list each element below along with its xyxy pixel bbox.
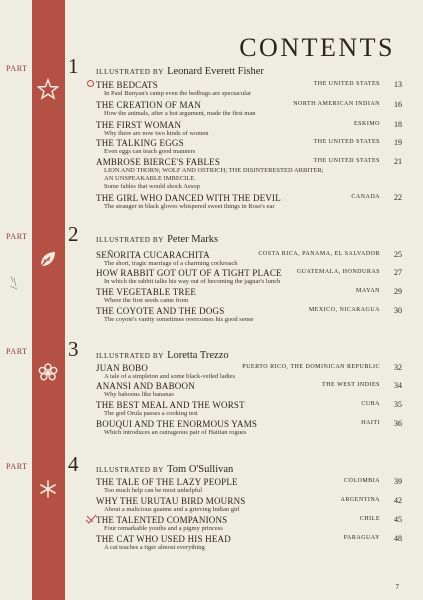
story-description: The god Orula passes a cooking test: [104, 410, 198, 417]
story-page: 13: [394, 80, 402, 89]
story-title: THE CREATION OF MAN: [96, 100, 202, 110]
story-page: 16: [394, 100, 402, 109]
part-3-illustrator: [96, 350, 229, 361]
story-title: THE COYOTE AND THE DOGS: [96, 306, 225, 316]
page-title: CONTENTS: [239, 33, 395, 62]
story-region: GUATEMALA, HONDURAS: [296, 269, 380, 275]
story-region: ESKIMO: [353, 121, 380, 127]
story-title: HOW RABBIT GOT OUT OF A TIGHT PLACE: [96, 268, 282, 278]
story-title: THE TALE OF THE LAZY PEOPLE: [96, 477, 238, 487]
part-1-number: 1: [68, 54, 79, 78]
illustrated-by-label: ILLUSTRATED BY: [96, 466, 165, 474]
story-description: Why there are now two kinds of women: [104, 130, 209, 137]
part-2-illustrator: [96, 234, 218, 245]
part-4-number: 4: [68, 452, 79, 476]
part-3-number: 3: [68, 337, 79, 361]
story-page: 32: [394, 363, 402, 372]
story-title: WHY THE URUTAU BIRD MOURNS: [96, 496, 246, 506]
story-description: The coyote's vanity sometimes overcomes his good sense: [104, 316, 254, 323]
story-page: 45: [394, 515, 402, 524]
story-page: 27: [394, 268, 402, 277]
story-title: THE GIRL WHO DANCED WITH THE DEVIL: [96, 193, 281, 203]
story-region: PARAGUAY: [343, 535, 380, 541]
story-region: THE UNITED STATES: [313, 81, 380, 87]
story-region: CUBA: [361, 401, 380, 407]
story-page: 22: [394, 193, 402, 202]
story-description: LION AND THORN; WOLF AND OSTRICH; THE DISINTERESTED ARBITER; AN UNSPEAKABLE IMBECILE. Some fables that would shock Aesop: [104, 167, 324, 190]
part-1-illustrator: [96, 66, 264, 77]
story-region: HAITI: [361, 420, 380, 426]
story-page: 30: [394, 306, 402, 315]
story-title: JUAN BOBO: [96, 363, 149, 373]
story-page: 35: [394, 400, 402, 409]
illustrated-by-label: ILLUSTRATED BY: [96, 236, 165, 244]
story-region: NORTH AMERICAN INDIAN: [293, 101, 380, 107]
story-title: THE VEGETABLE TREE: [96, 287, 197, 297]
story-title: THE FIRST WOMAN: [96, 120, 182, 130]
story-title: BOUQUI AND THE ENORMOUS YAMS: [96, 419, 258, 429]
illustrator-name: Loretta Trezzo: [167, 350, 229, 361]
story-description: Why baboons like bananas: [104, 391, 174, 398]
story-page: 34: [394, 381, 402, 390]
story-region: COLOMBIA: [343, 478, 380, 484]
story-page: 39: [394, 477, 402, 486]
star-icon: [37, 78, 59, 100]
story-description: In Paul Bunyan's camp even the bedbugs are spectacular: [104, 90, 252, 97]
story-description: How the animals, after a hot argument, made the first man: [104, 110, 256, 117]
flower-icon: [37, 362, 59, 384]
story-title: AMBROSE BIERCE'S FABLES: [96, 157, 221, 167]
story-description: Which introduces an outrageous pair of Haitian rogues: [104, 429, 247, 436]
pencil-scribble-icon: [8, 274, 22, 292]
story-region: CANADA: [351, 194, 380, 200]
illustrator-name: Peter Marks: [167, 234, 219, 245]
story-title: THE CAT WHO USED HIS HEAD: [96, 534, 231, 544]
story-title: THE BEDCATS: [96, 80, 158, 90]
story-region: PUERTO RICO, THE DOMINICAN REPUBLIC: [242, 364, 380, 370]
illustrated-by-label: ILLUSTRATED BY: [96, 352, 165, 360]
sparkle-icon: [37, 478, 59, 500]
story-description: The short, tragic marriage of a charming cockroach: [104, 260, 238, 267]
part-4-illustrator: [96, 464, 233, 475]
story-description: About a malicious guanne and a grieving Indian girl: [104, 506, 240, 513]
story-region: THE UNITED STATES: [313, 158, 380, 164]
story-description: Even eggs can teach good manners: [104, 148, 196, 155]
story-description: A tale of a simpleton and some black-veiled ladies: [104, 373, 236, 380]
illustrator-name: Leonard Everett Fisher: [167, 66, 264, 77]
circle-mark-icon: [87, 80, 94, 87]
story-title: THE TALENTED COMPANIONS: [96, 515, 228, 525]
story-page: 42: [394, 496, 402, 505]
illustrator-name: Tom O'Sullivan: [167, 464, 234, 475]
story-page: 25: [394, 250, 402, 259]
story-region: MEXICO, NICARAGUA: [308, 307, 380, 313]
story-region: ARGENTINA: [340, 497, 380, 503]
story-region: THE UNITED STATES: [313, 139, 380, 145]
story-description: In which the rabbit talks his way out of becoming the jaguar's lunch: [104, 278, 281, 285]
story-description: Where the first seeds came from: [104, 297, 189, 304]
story-description: A cat teaches a tiger almost everything: [104, 544, 205, 551]
story-description: The stranger in black gloves whispered sweet things in Rose's ear: [104, 203, 275, 210]
leaf-icon: [37, 248, 59, 270]
story-region: MAYAN: [356, 288, 380, 294]
story-title: THE TALKING EGGS: [96, 138, 184, 148]
story-description: Four remarkable youths and a pigmy princess: [104, 525, 223, 532]
story-page: 18: [394, 120, 402, 129]
story-page: 29: [394, 287, 402, 296]
story-page: 36: [394, 419, 402, 428]
story-region: CHILE: [359, 516, 380, 522]
story-region: THE WEST INDIES: [322, 382, 380, 388]
story-page: 48: [394, 534, 402, 543]
story-page: 19: [394, 138, 402, 147]
part-2-number: 2: [68, 222, 79, 246]
page-number: 7: [395, 583, 399, 591]
story-title: ANANSI AND BABOON: [96, 381, 195, 391]
story-page: 21: [394, 157, 402, 166]
illustrated-by-label: ILLUSTRATED BY: [96, 68, 165, 76]
story-region: COSTA RICA, PANAMA, EL SALVADOR: [258, 251, 380, 257]
story-description: Too much help can be most unhelpful: [104, 487, 203, 494]
story-title: THE BEST MEAL AND THE WORST: [96, 400, 245, 410]
story-title: SEÑORITA CUCARACHITA: [96, 250, 210, 260]
